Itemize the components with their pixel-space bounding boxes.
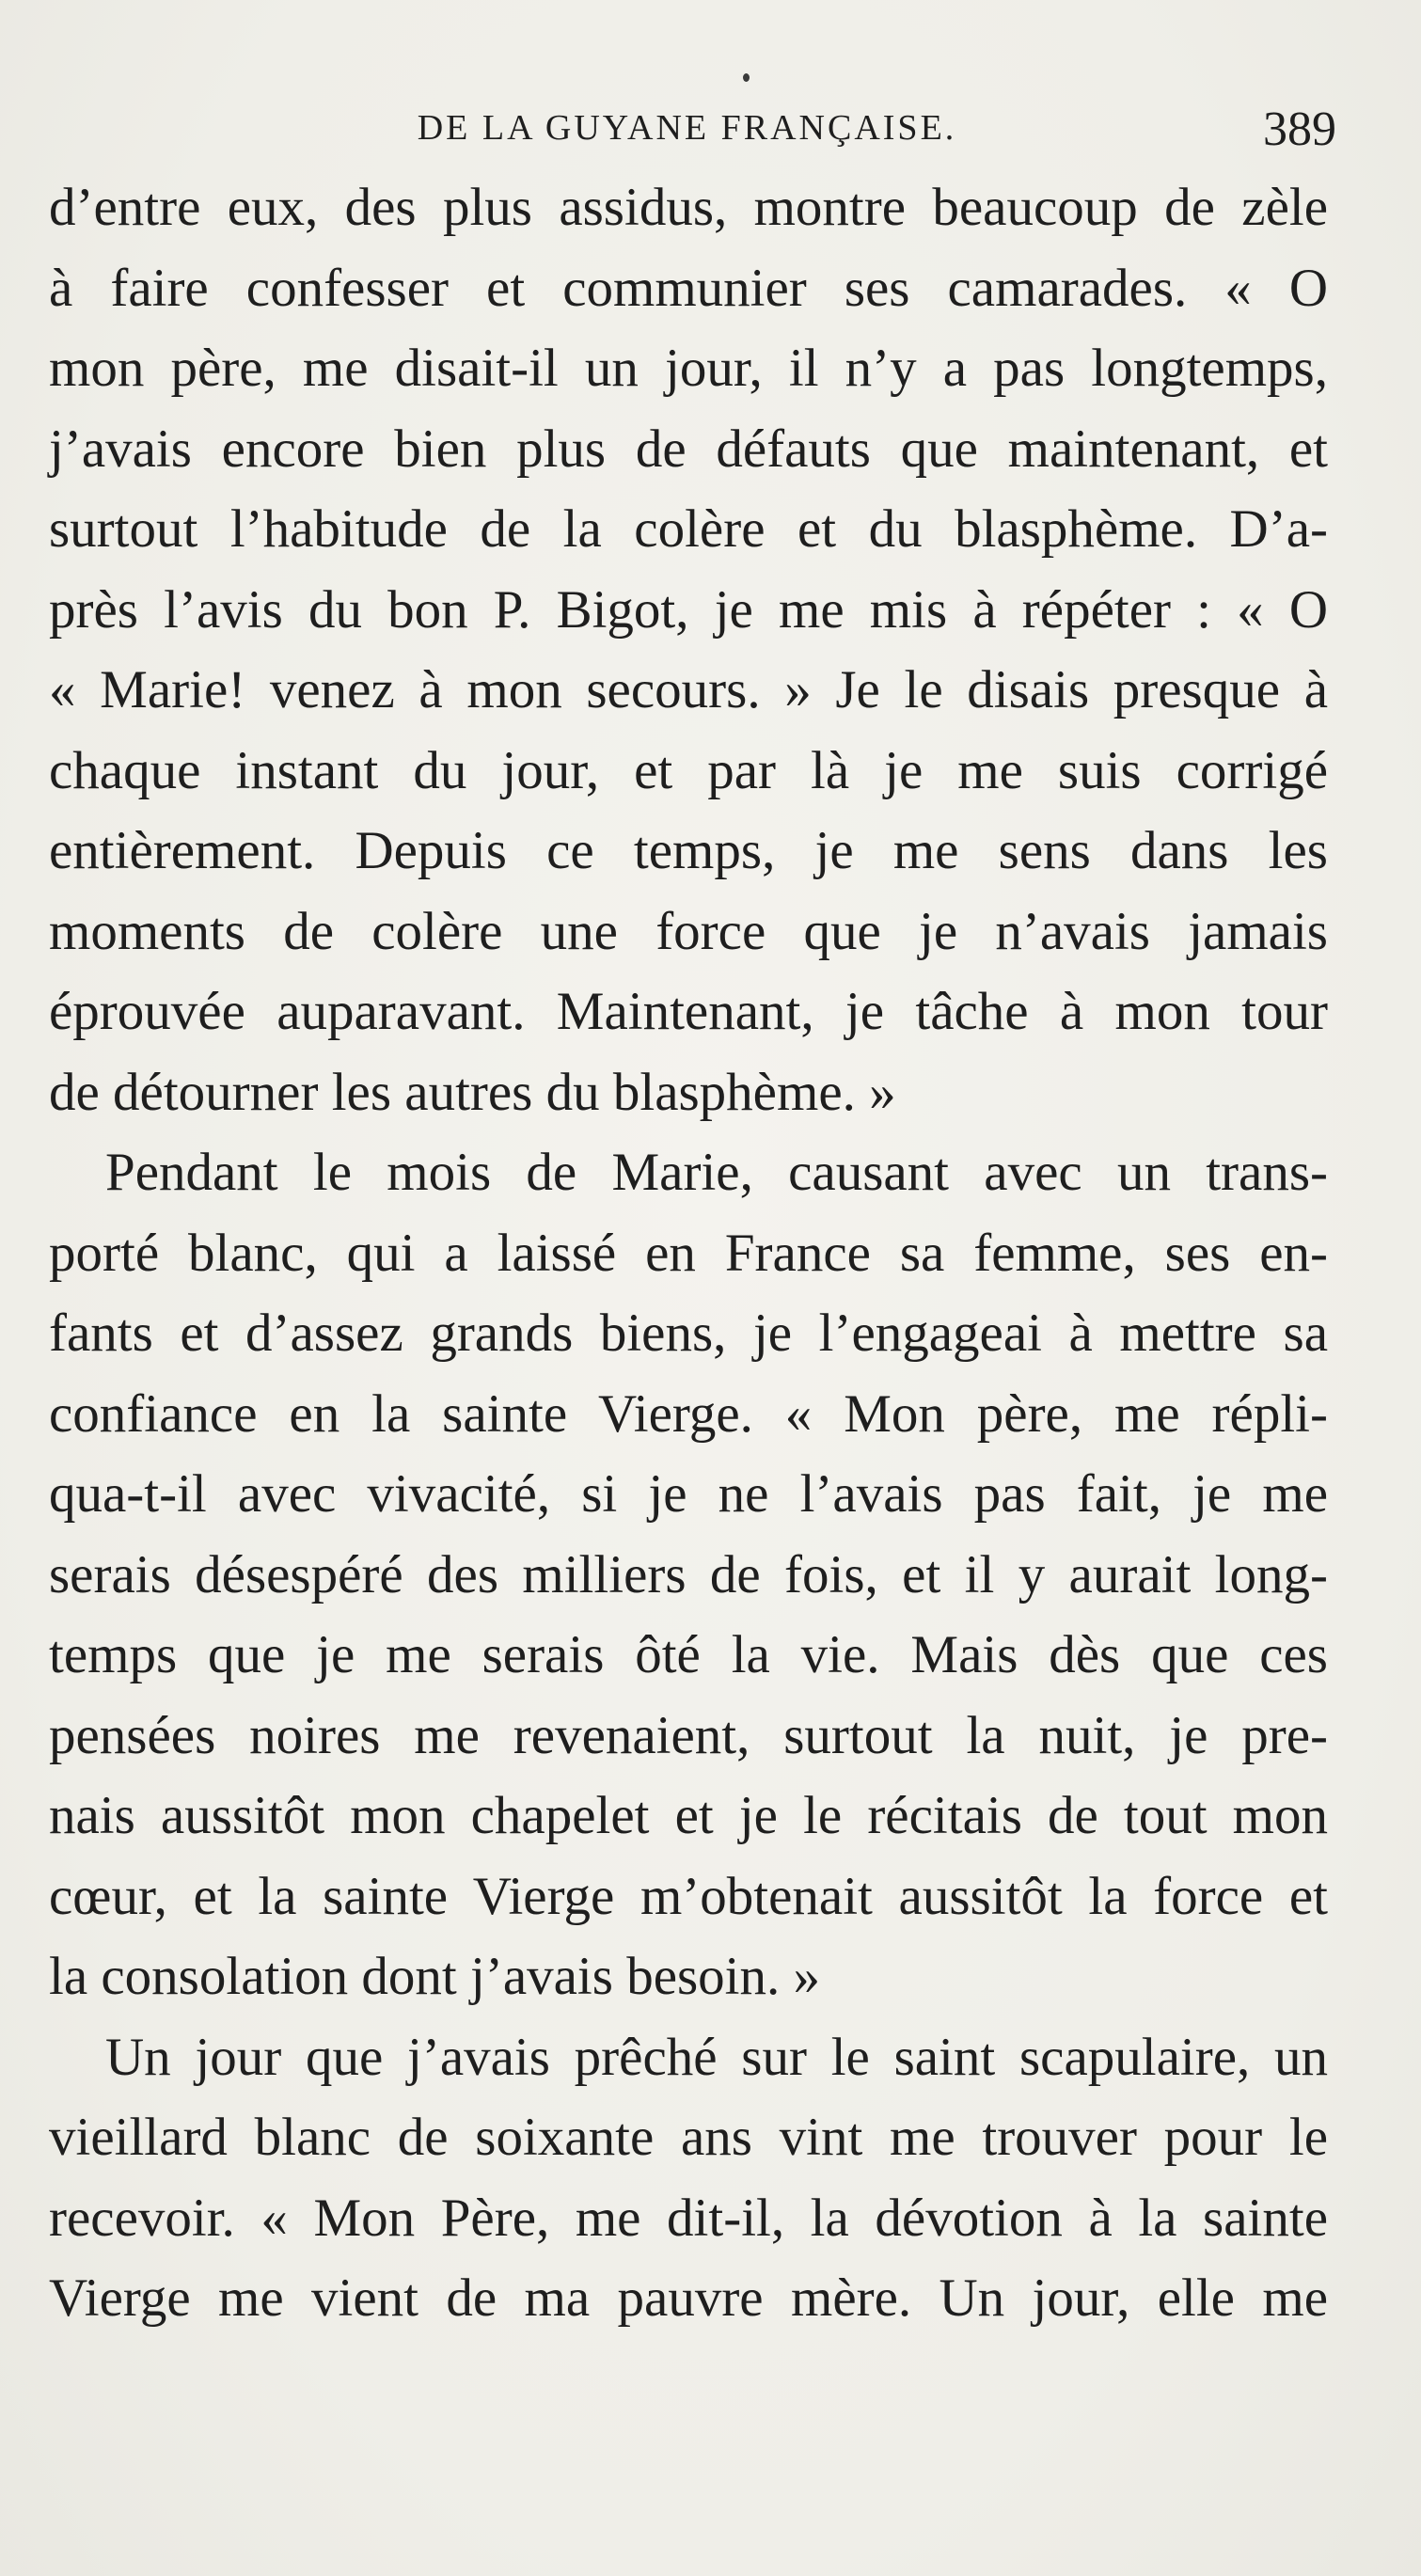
text-line: porté blanc, qui a laissé en France sa femme, ses en- (49, 1223, 1328, 1283)
text-line: serais désespéré des milliers de fois, et il y aurait long- (49, 1544, 1328, 1604)
text-line: à faire confesser et communier ses camarades. « O (49, 258, 1328, 318)
page-header (38, 102, 1336, 158)
ink-speck (743, 73, 750, 82)
text-line: nais aussitôt mon chapelet et je le récitais de tout mon (49, 1786, 1328, 1845)
text-line: j’avais encore bien plus de défauts que maintenant, et (49, 419, 1328, 479)
text-line: mon père, me disait-il un jour, il n’y a pas longtemps, (49, 339, 1328, 398)
text-line: surtout l’habitude de la colère et du blasphème. D’a- (49, 499, 1328, 559)
text-line: temps que je me serais ôté la vie. Mais dès que ces (49, 1625, 1328, 1684)
text-line: vieillard blanc de soixante ans vint me trouver pour le (49, 2108, 1328, 2167)
text-line: qua-t-il avec vivacité, si je ne l’avais pas fait, je me (49, 1464, 1328, 1524)
text-line: confiance en la sainte Vierge. « Mon père, me répli- (49, 1383, 1328, 1444)
text-line: moments de colère une force que je n’avais jamais (49, 901, 1328, 961)
text-line: la consolation dont j’avais besoin. » (49, 1947, 821, 2006)
page-number: 389 (1263, 103, 1336, 156)
text-line: entièrement. Depuis ce temps, je me sens dans les (49, 821, 1328, 880)
text-line: de détourner les autres du blasphème. » (49, 1062, 896, 1122)
text-line: d’entre eux, des plus assidus, montre beaucoup de zèle (49, 178, 1328, 237)
text-line: Un jour que j’avais prêché sur le saint scapulaire, un (105, 2027, 1328, 2087)
text-line: pensées noires me revenaient, surtout la nuit, je pre- (49, 1705, 1328, 1765)
text-line: fants et d’assez grands biens, je l’engageai à mettre sa (49, 1304, 1328, 1363)
text-line: près l’avis du bon P. Bigot, je me mis à répéter : « O (49, 579, 1328, 640)
running-title: DE LA GUYANE FRANÇAISE. (417, 108, 957, 148)
body-text (49, 167, 1328, 2339)
text-line: cœur, et la sainte Vierge m’obtenait aussitôt la force et (49, 1866, 1328, 1926)
text-line: Pendant le mois de Marie, causant avec un trans- (105, 1143, 1328, 1202)
text-line: Vierge me vient de ma pauvre mère. Un jour, elle me (49, 2268, 1328, 2328)
text-line: « Marie! venez à mon secours. » Je le disais presque à (49, 660, 1328, 719)
text-line: recevoir. « Mon Père, me dit-il, la dévotion à la sainte (49, 2188, 1328, 2248)
text-line: éprouvée auparavant. Maintenant, je tâche à mon tour (49, 982, 1328, 1041)
text-line: chaque instant du jour, et par là je me suis corrigé (49, 740, 1328, 800)
